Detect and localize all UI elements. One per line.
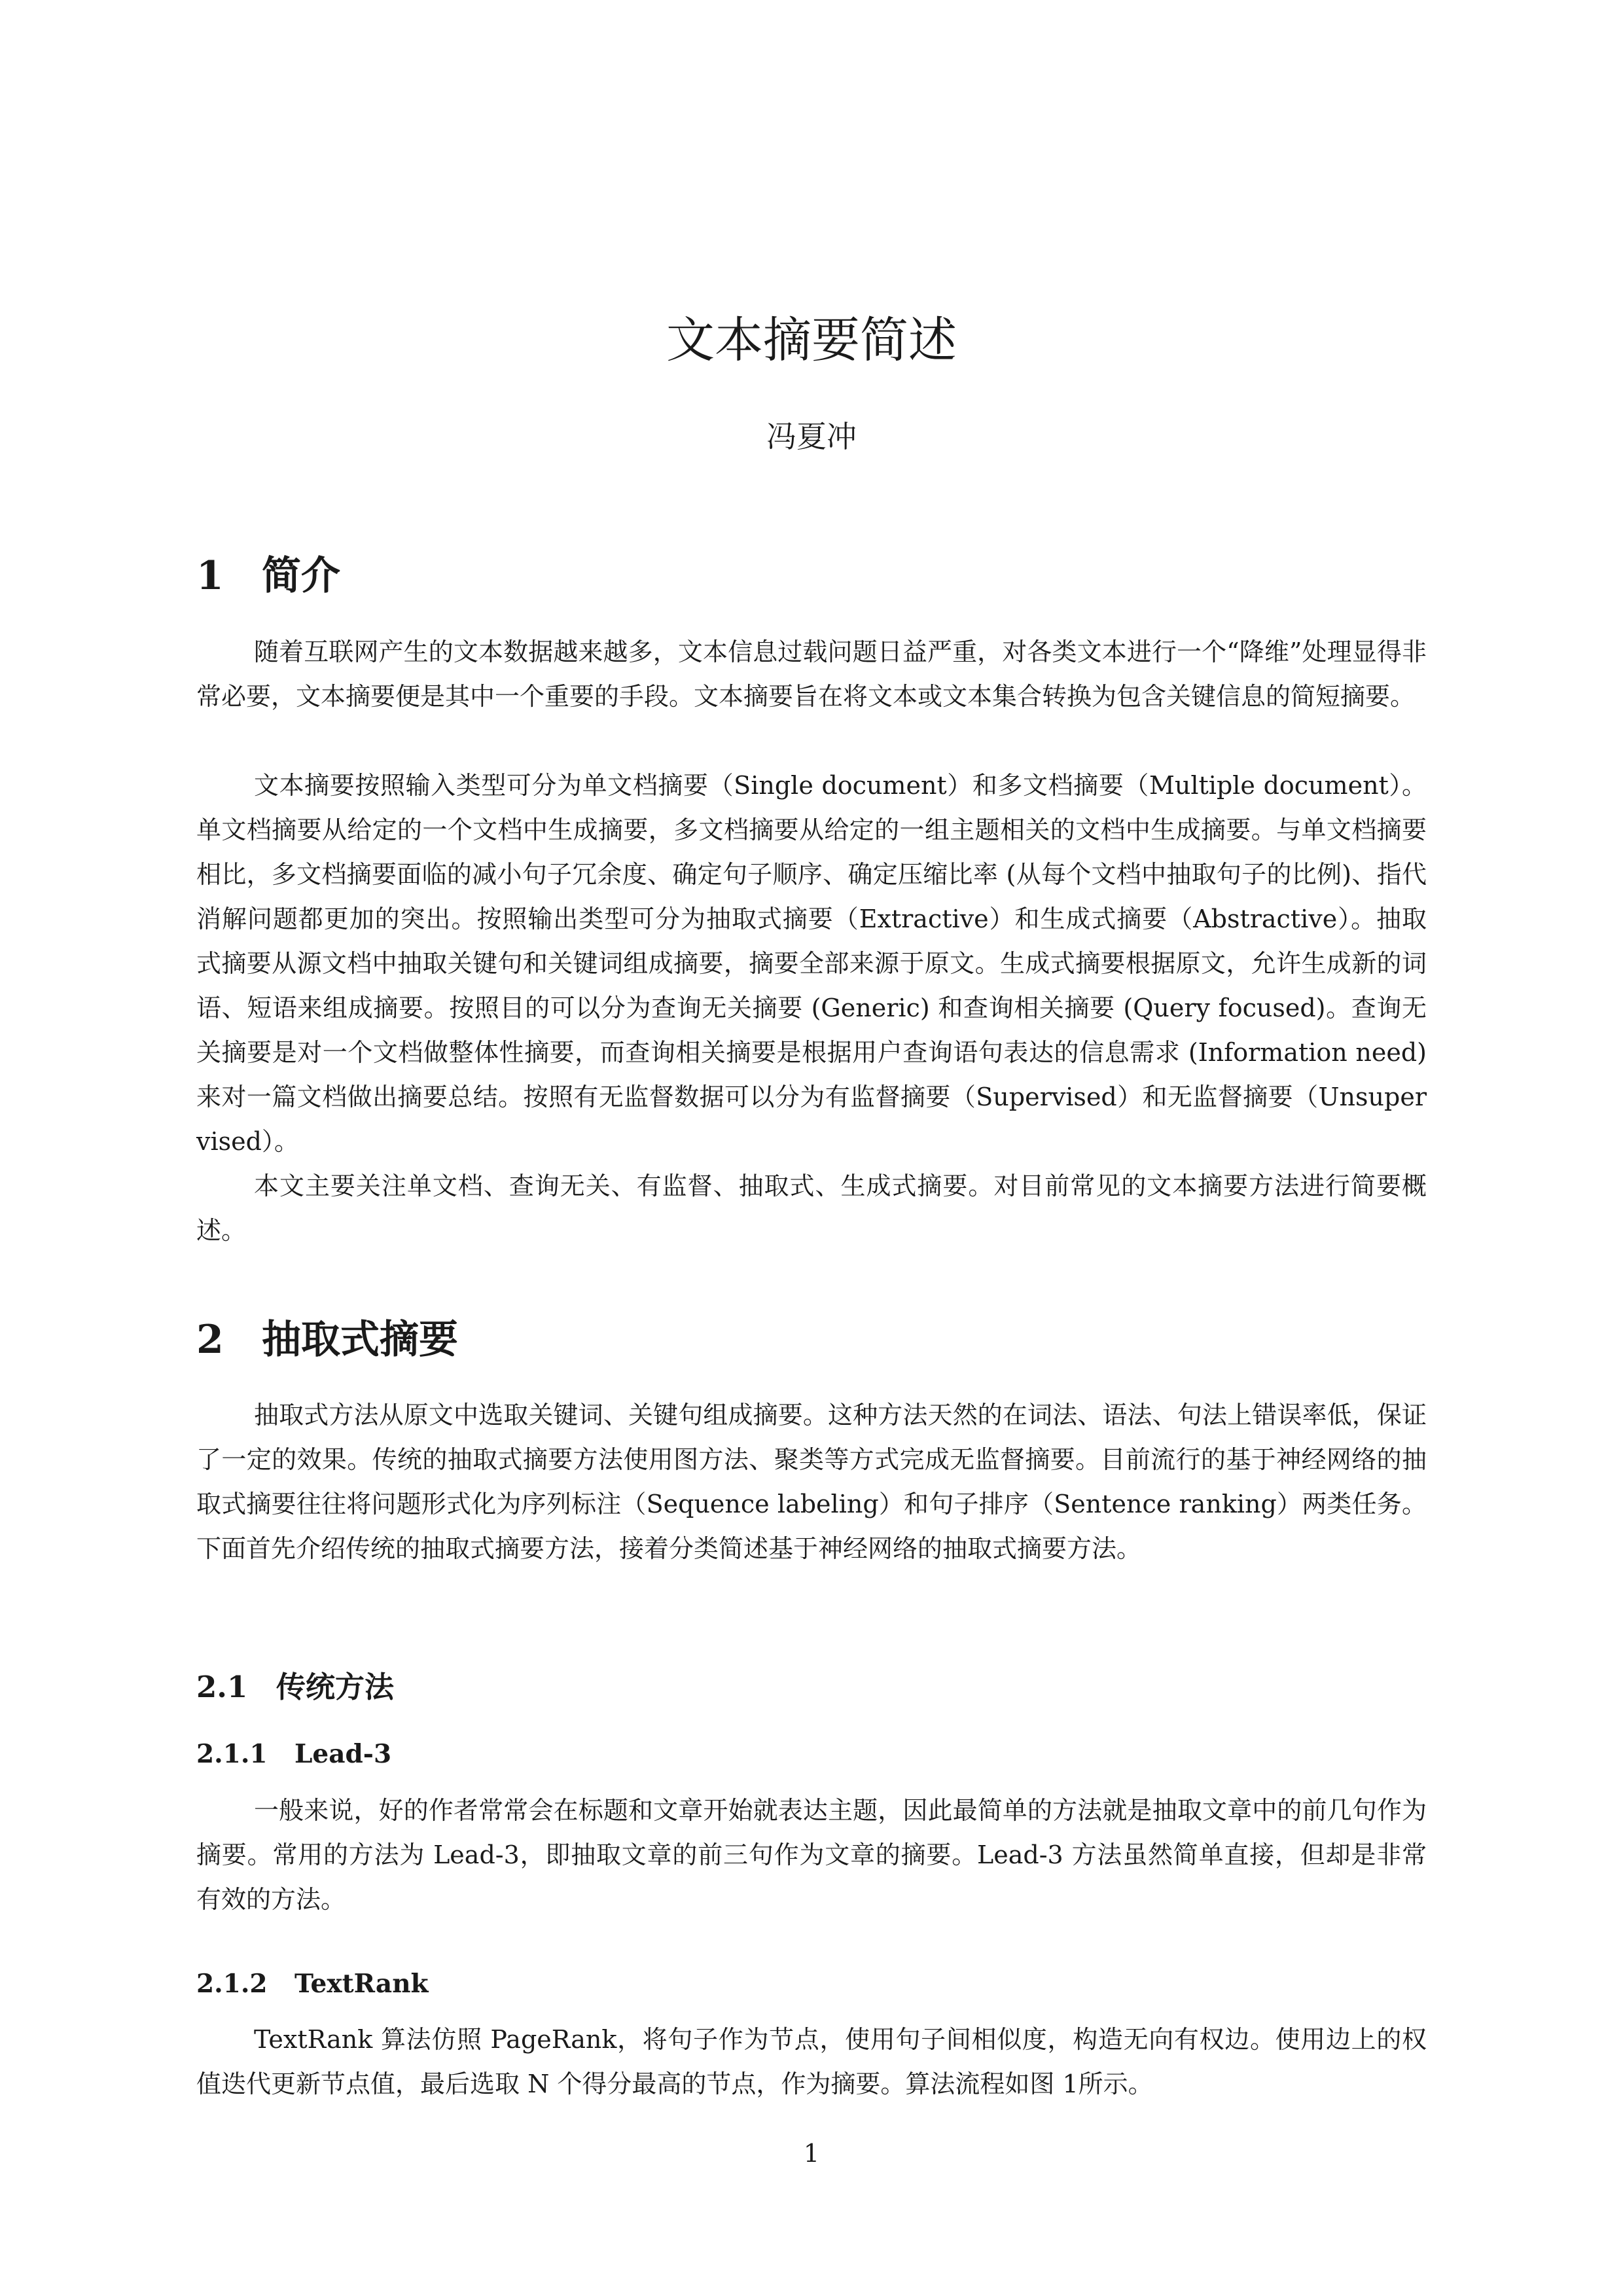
subsubsection-heading-lead3 bbox=[196, 1736, 391, 1772]
subsubsection-title: Lead-3 bbox=[294, 1739, 392, 1769]
subsubsection-number: 2.1.1 bbox=[196, 1739, 268, 1769]
paragraph: 文本摘要按照输入类型可分为单文档摘要（Single document）和多文档摘要（Multiple document）。单文档摘要从给定的一个文档中生成摘要，多文档摘要从给定的一组主题相关的文档中生成摘要。与单文档摘要相比，多文档摘要面临的减小句子冗余度、确定句子顺序、确定压缩比率 (从每个文档中抽取句子的比例)、指代消解问题都更加的突出。按照输出类型可分为抽取式摘要（Extractive）和生成式摘要（Abstractive）。抽取式摘要从源文档中抽取关键句和关键词组成摘要，摘要全部来源于原文。生成式摘要根据原文，允许生成新的词语、短语来组成摘要。按照目的可以分为查询无关摘要 (Generic) 和查询相关摘要 (Query focused)。查询无关摘要是对一个文档做整体性摘要，而查询相关摘要是根据用户查询语句表达的信息需求 (Information need) 来对一篇文档做出摘要总结。按照有无监督数据可以分为有监督摘要（Supervised）和无监督摘要（Unsupervised）。 bbox=[196, 771, 1427, 1156]
section-title: 抽取式摘要 bbox=[262, 1317, 458, 1363]
subsubsection-title: TextRank bbox=[294, 1969, 429, 1999]
paragraph: 本文主要关注单文档、查询无关、有监督、抽取式、生成式摘要。对目前常见的文本摘要方法进行简要概述。 bbox=[196, 1172, 1427, 1245]
document-page bbox=[196, 0, 1427, 2296]
section-number: 1 bbox=[196, 553, 224, 599]
section-heading-intro bbox=[196, 550, 340, 602]
paragraph: 一般来说，好的作者常常会在标题和文章开始就表达主题，因此最简单的方法就是抽取文章中的前几句作为摘要。常用的方法为 Lead-3，即抽取文章的前三句作为文章的摘要。Lead-3 方法虽然简单直接，但却是非常有效的方法。 bbox=[196, 1796, 1427, 1914]
section-title: 简介 bbox=[262, 553, 340, 599]
author-name: 冯夏冲 bbox=[766, 419, 857, 454]
subsection-number: 2.1 bbox=[196, 1670, 248, 1704]
paragraph: TextRank 算法仿照 PageRank，将句子作为节点，使用句子间相似度，构造无向有权边。使用边上的权值迭代更新节点值，最后选取 N 个得分最高的节点，作为摘要。算法流程如图 1所示。 bbox=[196, 2025, 1427, 2098]
section-heading-extractive bbox=[196, 1314, 458, 1366]
section-number: 2 bbox=[196, 1317, 224, 1363]
subsection-heading bbox=[196, 1666, 394, 1708]
subsubsection-number: 2.1.2 bbox=[196, 1969, 268, 1999]
paragraph: 随着互联网产生的文本数据越来越多，文本信息过载问题日益严重，对各类文本进行一个“降维”处理显得非常必要，文本摘要便是其中一个重要的手段。文本摘要旨在将文本或文本集合转换为包含关键信息的简短摘要。 bbox=[196, 637, 1427, 711]
subsection-title: 传统方法 bbox=[276, 1670, 395, 1704]
document-title: 文本摘要简述 bbox=[666, 312, 957, 368]
page-number: 1 bbox=[803, 2139, 820, 2168]
subsubsection-heading-textrank bbox=[196, 1965, 429, 2002]
paragraph: 抽取式方法从原文中选取关键词、关键句组成摘要。这种方法天然的在词法、语法、句法上错误率低，保证了一定的效果。传统的抽取式摘要方法使用图方法、聚类等方式完成无监督摘要。目前流行的基于神经网络的抽取式摘要往往将问题形式化为序列标注（Sequence labeling）和句子排序（Sentence ranking）两类任务。下面首先介绍传统的抽取式摘要方法，接着分类简述基于神经网络的抽取式摘要方法。 bbox=[196, 1401, 1427, 1563]
